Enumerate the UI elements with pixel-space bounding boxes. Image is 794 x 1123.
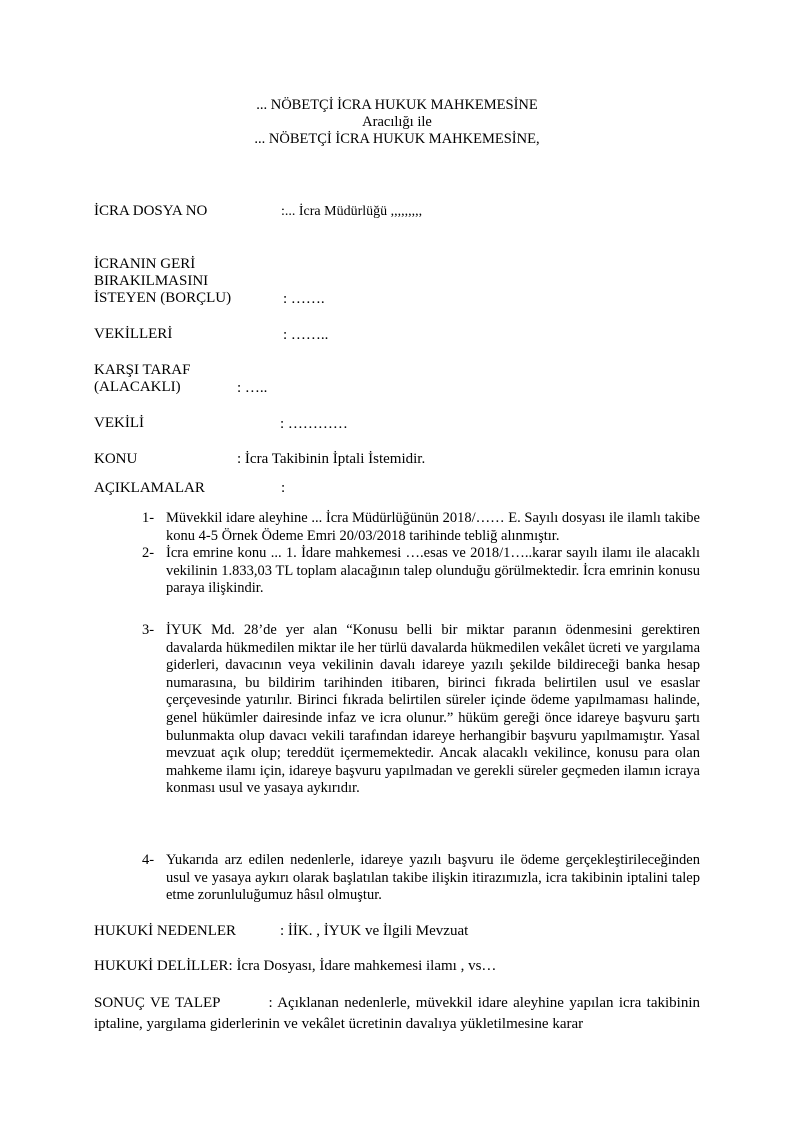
karsi-taraf-label-line2: (ALACAKLI) bbox=[94, 379, 181, 395]
court-title-second: ... NÖBETÇİ İCRA HUKUK MAHKEMESİNE, bbox=[254, 131, 540, 147]
konu-label: KONU bbox=[94, 451, 138, 467]
item-number: 2- bbox=[142, 545, 155, 561]
konu-value: : İcra Takibinin İptali İstemidir. bbox=[237, 451, 426, 467]
icra-dosya-value: :... İcra Müdürlüğü ,,,,,,,,, bbox=[281, 204, 423, 219]
borclu-label-line1: İCRANIN GERİ bbox=[94, 256, 196, 272]
borclu-label-line2: BIRAKILMASINI bbox=[94, 273, 209, 289]
court-title: ... NÖBETÇİ İCRA HUKUK MAHKEMESİNE bbox=[256, 97, 538, 113]
hukuki-deliller-value: İcra Dosyası, İdare mahkemesi ilamı , vs… bbox=[232, 958, 497, 974]
item-text: İYUK Md. 28’de yer alan “Konusu belli bir miktar paranın ödenmesini gerektiren davalarda hükmedilen miktar ile her türlü davalarda hükmedilen vekâlet ücreti ve yargılama giderleri, davacının veya vekilinin davalı idareye yazılı şekilde bildireceği banka hesap numarasına, bu bildirim tarihinden itibaren, birinci fıkrada belirtilen usul ve esaslar çerçevesinde yatırılır. Birinci fıkrada belirtilen süreler içinde ödeme yapılmaması halinde, genel hükümler dairesinde infaz ve icra olunur.” hüküm gereği önce idareye başvuru şartı bulunmakta olup davacı vekili tarafından idareye herhangibir başvuru yapılmamıştır. Yasal mevzuat açık olup; tereddüt içermemektedir. Ancak alacaklı vekilince, konusu para olan mahkeme ilamı için, idareye başvuru yapılmadan ve gerekli süreler geçmeden ilamın icraya konması usul ve yasaya aykırıdır. bbox=[166, 622, 701, 797]
explanation-item bbox=[142, 622, 700, 798]
aciklamalar-label: AÇIKLAMALAR bbox=[94, 480, 205, 496]
aciklamalar-colon: : bbox=[281, 480, 286, 496]
vekili-value: : ………… bbox=[280, 416, 348, 432]
sonuc-ve-talep-paragraph bbox=[94, 993, 700, 1035]
item-text: Müvekkil idare aleyhine ... İcra Müdürlüğünün 2018/…… E. Sayılı dosyası ile ilamlı takibe konu 4-5 Örnek Ödeme Emri 20/03/2018 tarihinde tebliğ alınmıştır. bbox=[166, 510, 700, 544]
sonuc-ve-talep-text: : Açıklanan nedenlerle, müvekkil idare aleyhine yapılan icra takibinin iptaline, yargılama giderlerinin ve vekâlet ücretinin davalıya yükletilmesine karar bbox=[94, 995, 701, 1032]
via-line: Aracılığı ile bbox=[362, 114, 432, 130]
karsi-taraf-value: : ….. bbox=[237, 380, 268, 396]
icra-dosya-label: İCRA DOSYA NO bbox=[94, 203, 208, 219]
vekilleri-label: VEKİLLERİ bbox=[94, 326, 173, 342]
item-text: Yukarıda arz edilen nedenlerle, idareye yazılı başvuru ile ödeme gerçekleştirileceğinden usul ve yasaya aykırı olarak başlatılan takibe ilişkin itirazımızla, icra takibinin iptalini talep etme zorunluluğumuz hâsıl olmuştur. bbox=[166, 852, 700, 904]
sonuc-ve-talep-label: SONUÇ VE TALEP bbox=[94, 995, 221, 1011]
hukuki-deliller-line bbox=[94, 958, 496, 975]
vekilleri-value: : …….. bbox=[283, 327, 329, 343]
hukuki-deliller-label: HUKUKİ DELİLLER: bbox=[94, 958, 233, 974]
explanation-item bbox=[142, 510, 700, 545]
item-text: İcra emrine konu ... 1. İdare mahkemesi ….esas ve 2018/1…..karar sayılı ilamı ile alacaklı vekilinin 1.833,03 TL toplam alacağının talep olunduğu görülmektedir. İcra emrinin konusu paraya ilişkindir. bbox=[166, 545, 700, 597]
hukuki-nedenler-label: HUKUKİ NEDENLER bbox=[94, 923, 237, 939]
explanation-item bbox=[142, 852, 700, 905]
borclu-label-line3: İSTEYEN (BORÇLU) bbox=[94, 290, 232, 306]
item-number: 3- bbox=[142, 622, 155, 638]
hukuki-nedenler-value: : İİK. , İYUK ve İlgili Mevzuat bbox=[280, 923, 469, 939]
explanation-item bbox=[142, 545, 700, 598]
vekili-label: VEKİLİ bbox=[94, 415, 144, 431]
borclu-value: : ……. bbox=[283, 291, 325, 307]
item-number: 4- bbox=[142, 852, 155, 868]
item-number: 1- bbox=[142, 510, 155, 526]
karsi-taraf-label-line1: KARŞI TARAF bbox=[94, 362, 191, 378]
